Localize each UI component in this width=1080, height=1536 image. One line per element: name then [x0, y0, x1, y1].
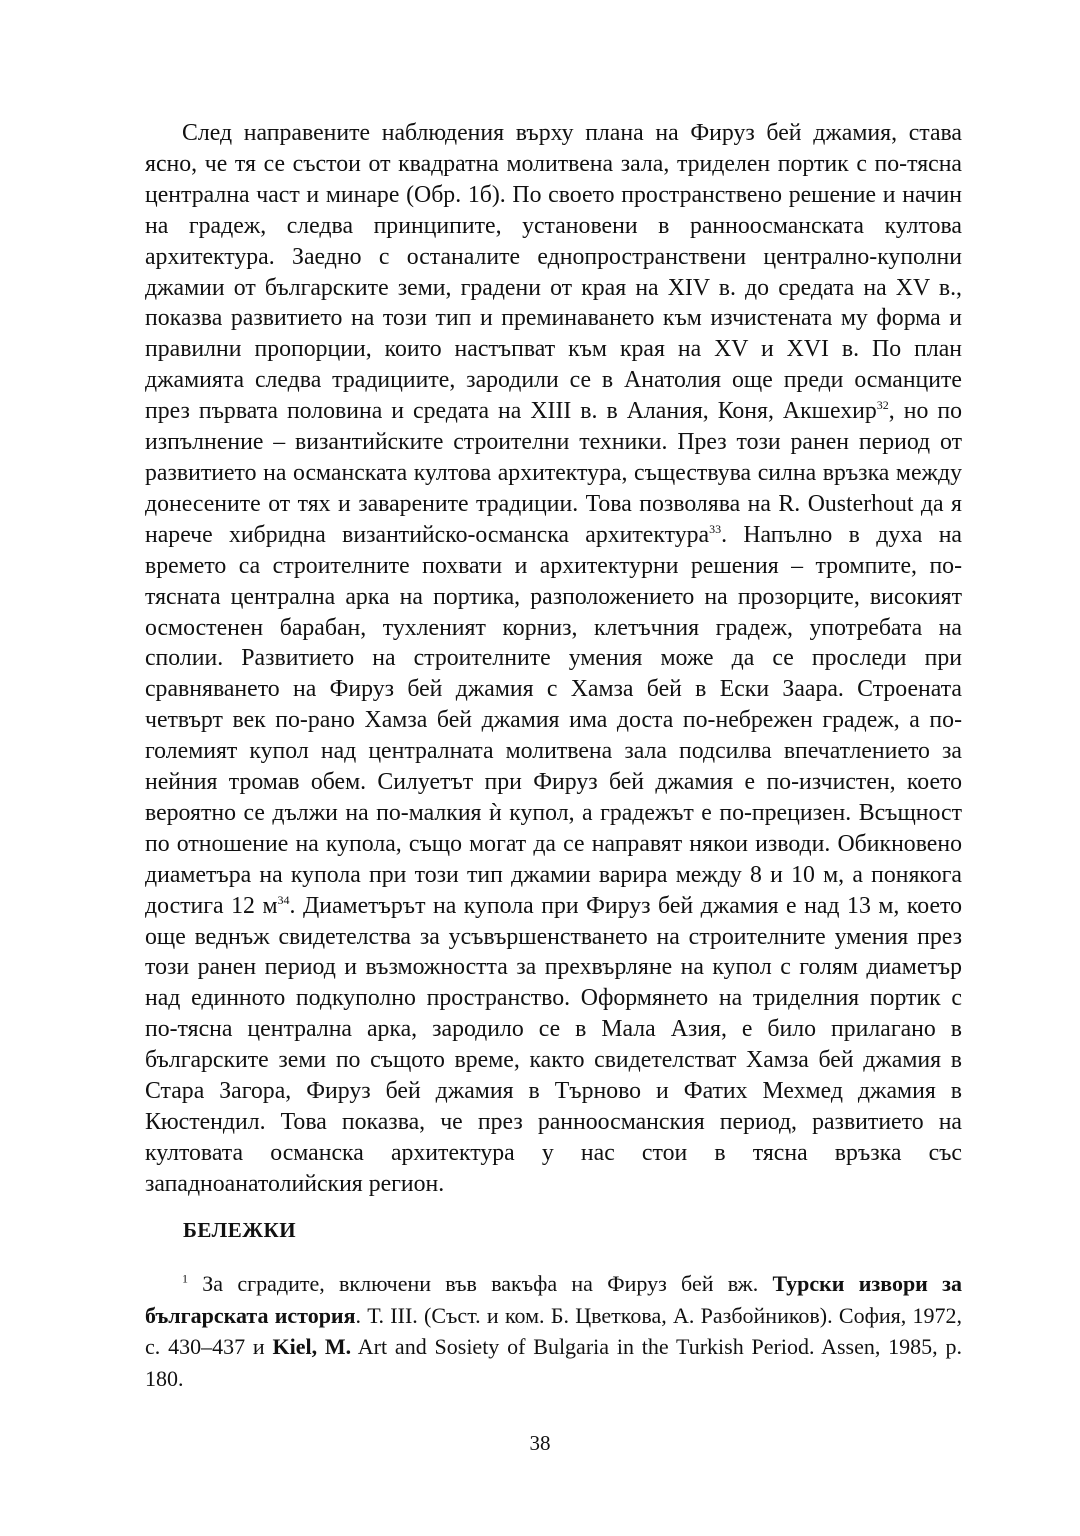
footnote-author-bold: Kiel, M.	[272, 1334, 352, 1359]
footnote-text-a: За сградите, включени във вакъфа на Фируз бей вж.	[188, 1271, 773, 1296]
footnote-text-b: . Т. III. (Съст. и ком. Б. Цветкова, А. Разбойников). София, 1972, с. 430–437 и	[145, 1302, 963, 1359]
paragraph-text-part-1: След направените наблюдения върху плана на Фируз бей джамия, става ясно, че тя се състои от квадратна молитвена зала, триделен портик с по-тясна централна част и минаре (Обр. 1б). По своето пространствено решение и начин на градеж, следва принципите, установени в ранноосманската култова архитектура. Заедно с останалите еднопространствени централно-куполни джамии от българските земи, градени от края на XIV в. до средата на XV в., показва развитието на този тип и преминаването към изчистената му форма и правилни пропорции, които настъпват към края на XV и XVI в. По план джамията следва традициите, зародили се в Анатолия още преди османците през първата половина и средата на XIII в. в Алания, Коня, Акшехир	[145, 120, 962, 425]
main-text-block	[145, 118, 962, 1200]
footnote-number: 1	[182, 1271, 188, 1286]
paragraph-text-part-2: , но по изпълнение – византийските строителни техники. През този ранен период от развитието на османската култова архитектура, съществува силна връзка между донесените от тях и заварените традиции. Това позволява на R. Ousterhout да я нарече хибридна византийско-османска архитектура	[145, 398, 962, 548]
paragraph-text-part-4: . Диаметърът на купола при Фируз бей джамия е над 13 м, което още веднъж свидетелства за усъвършенстването на строителните умения през този ранен период и възможността за прехвърляне на купол с голям диаметър над единното подкуполно пространство. Оформянето на триделния портик с по-тясна централна арка, зародило се в Мала Азия, е било прилагано в българските земи по същото време, както свидетелстват Хамза бей джамия в Стара Загора, Фируз бей джамия в Търново и Фатих Мехмед джамия в Кюстендил. Това показва, че през ранноосманския период, развитието на култовата османска архитектура у нас стои в тясна връзка със западноанатолийския регион.	[145, 892, 962, 1197]
footnote-ref-34[interactable]: 34	[277, 892, 290, 907]
footnote-text-c: Art and Sosiety of Bulgaria in the Turkish Period. Assen, 1985, p. 180.	[145, 1334, 962, 1391]
footnote-ref-33[interactable]: 33	[709, 521, 722, 536]
footnote-ref-32[interactable]: 32	[876, 398, 889, 413]
footnote-title-bold: Турски извори за българската история	[145, 1271, 962, 1328]
notes-heading: БЕЛЕЖКИ	[183, 1218, 297, 1242]
page-number: 38	[529, 1431, 551, 1455]
footnote-1	[145, 1268, 962, 1394]
body-paragraph	[145, 118, 962, 1200]
paragraph-text-part-3: . Напълно в духа на времето са строителните похвати и архитектурни решения – тромпите, по-тясната централна арка на портика, разположението на прозорците, високият осмостенен барабан, тухленият корниз, клетъчния градеж, употребата на сполии. Развитието на строителните умения може да се проследи при сравняването на Фируз бей джамия с Хамза бей в Ески Заара. Строената четвърт век по-рано Хамза бей джамия има доста по-небрежен градеж, а по-големият купол над централната молитвена зала подсилва впечатлението за нейния тромав обем. Силуетът при Фируз бей джамия е по-изчистен, което вероятно се дължи на по-малкия ѝ купол, а градежът е по-прецизен. Всъщност по отношение на купола, също могат да се направят някои изводи. Обикновено диаметъра на купола при този тип джамии варира между 8 и 10 м, а понякога достига 12 м	[145, 521, 962, 919]
